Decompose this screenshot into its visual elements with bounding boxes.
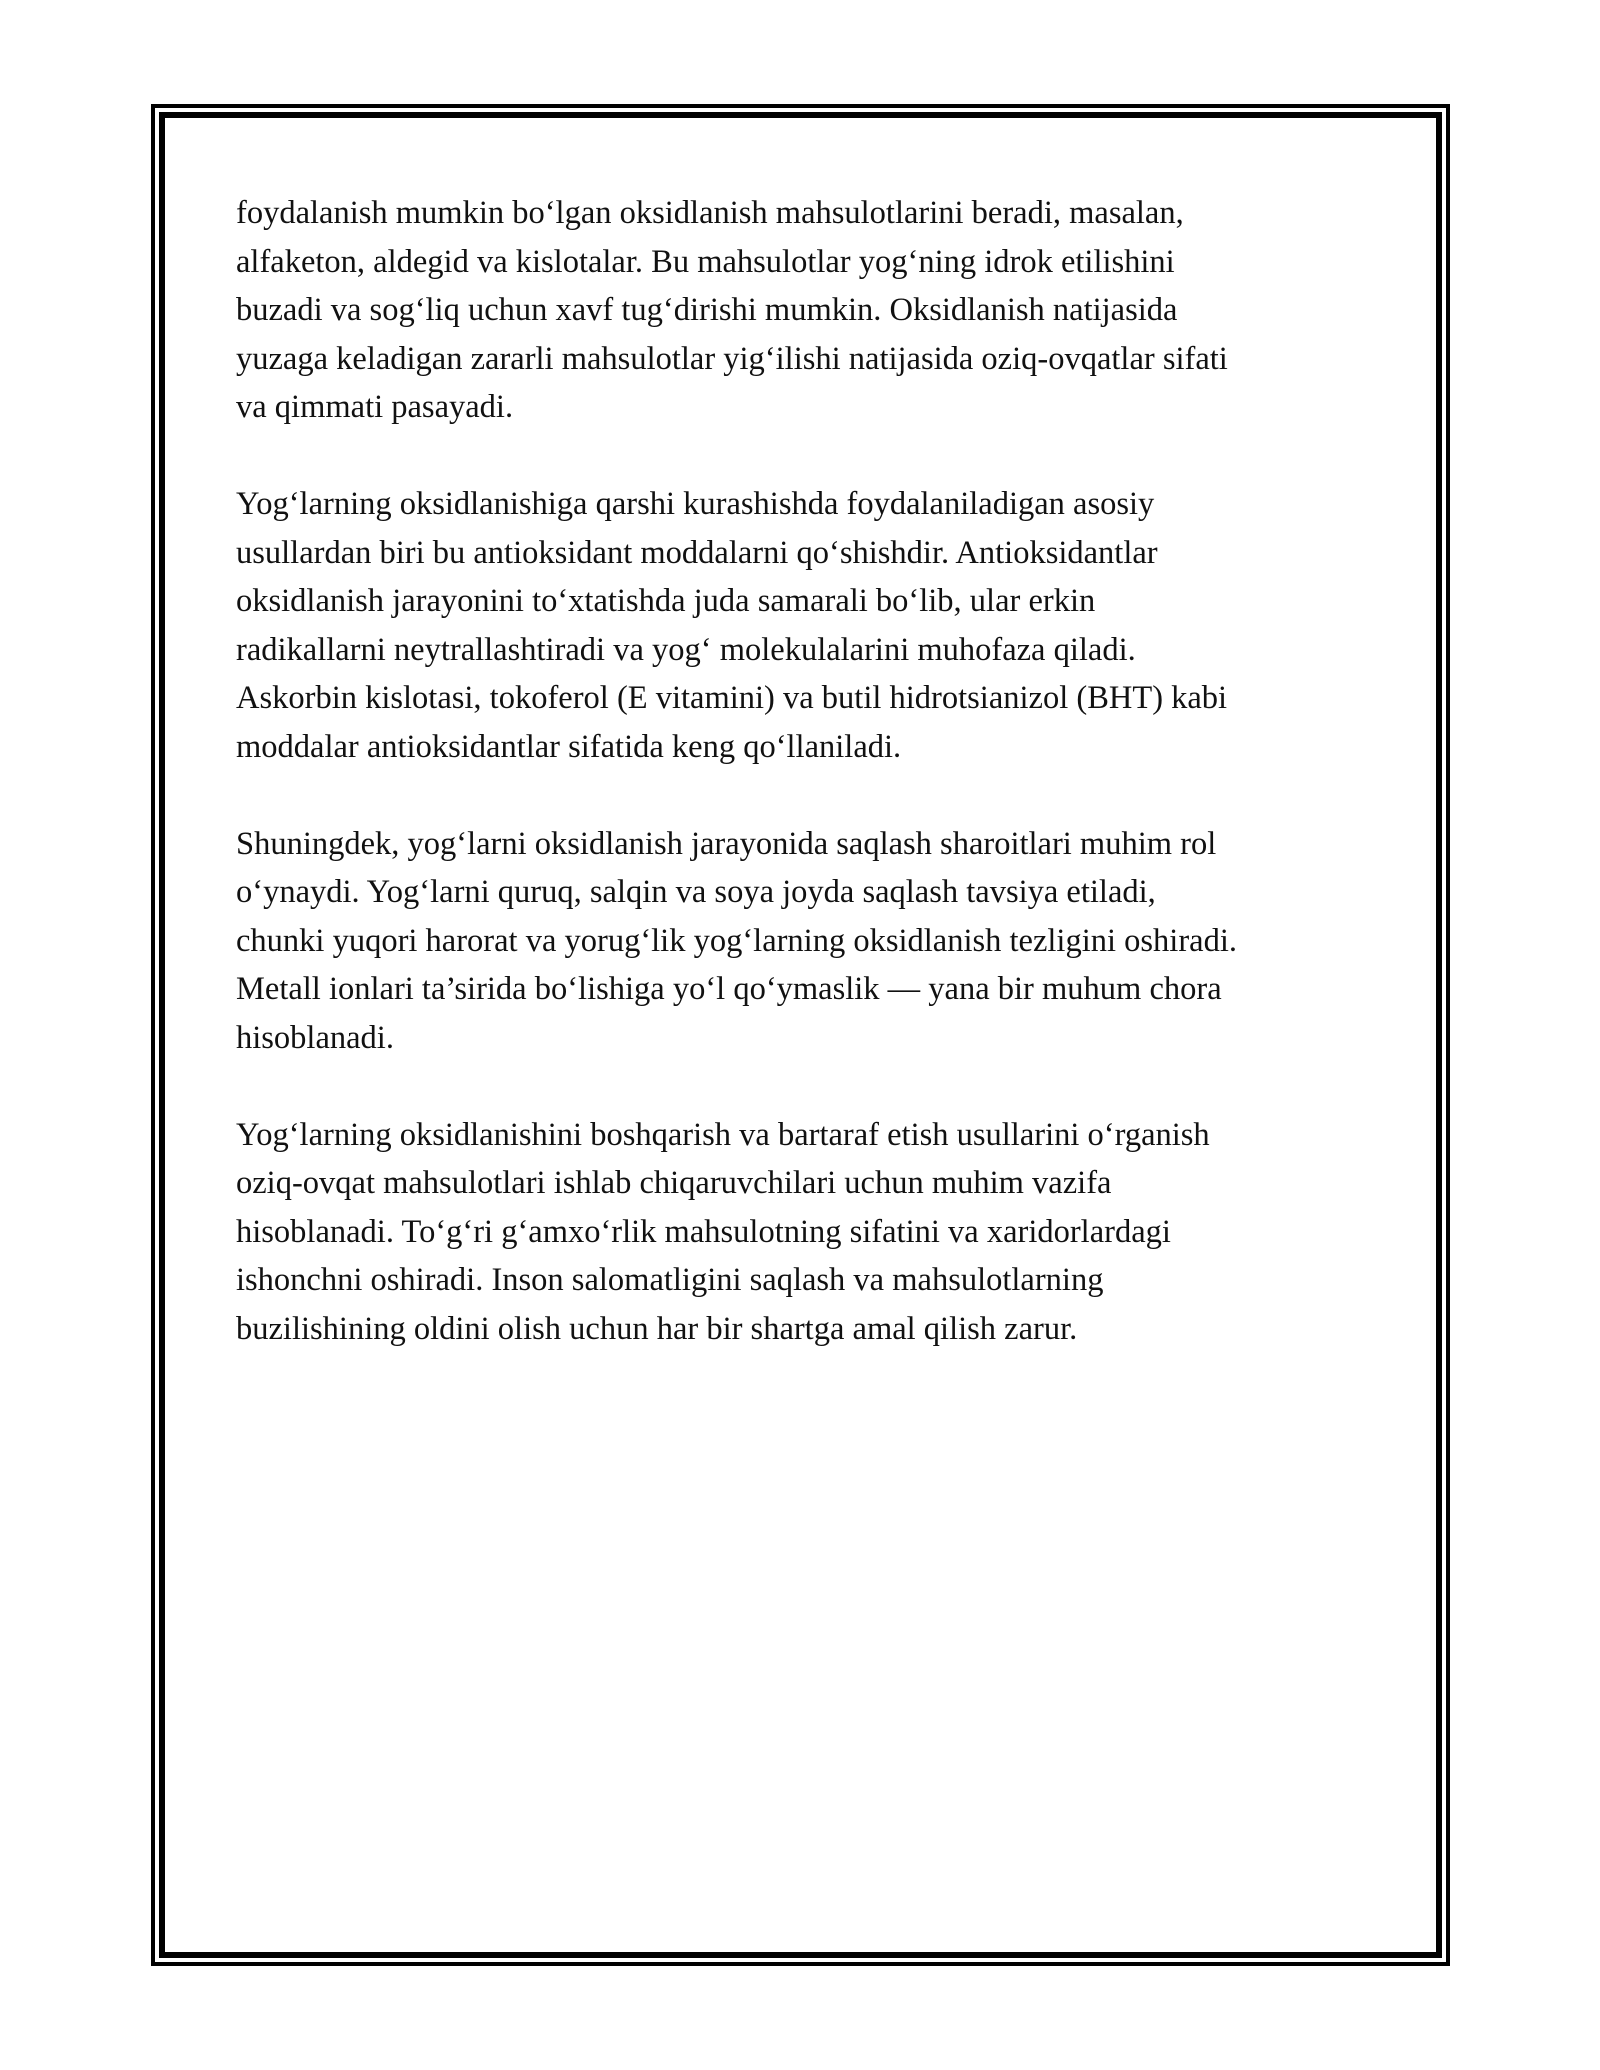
text-line: oziq-ovqat mahsulotlari ishlab chiqaruvchilari uchun muhim vazifa [236, 1165, 1112, 1202]
text-line: moddalar antioksidantlar sifatida keng qo‘llaniladi. [236, 728, 902, 765]
paragraph-3 [236, 820, 1381, 1063]
text-line: alfaketon, aldegid va kislotalar. Bu mahsulotlar yog‘ning idrok etilishini [236, 243, 1175, 280]
text-line: radikallarni neytrallashtiradi va yog‘ molekulalarini muhofaza qiladi. [236, 631, 1136, 668]
text-line: hisoblanadi. To‘g‘ri g‘amxo‘rlik mahsulotning sifatini va xaridorlardagi [236, 1213, 1171, 1250]
paragraph-4 [236, 1111, 1381, 1354]
text-line: oksidlanish jarayonini to‘xtatishda juda samarali bo‘lib, ular erkin [236, 583, 1096, 620]
paragraph-1 [236, 189, 1381, 432]
text-line: foydalanish mumkin bo‘lgan oksidlanish mahsulotlarini beradi, masalan, [236, 195, 1184, 231]
text-line: va qimmati pasayadi. [236, 389, 514, 426]
text-line: Yog‘larning oksidlanishini boshqarish va bartaraf etish usullarini o‘rganish [236, 1116, 1210, 1153]
paragraph-2 [236, 480, 1381, 772]
text-line: Yog‘larning oksidlanishiga qarshi kurashishda foydalaniladigan asosiy [236, 485, 1155, 522]
text-line: hisoblanadi. [236, 1019, 394, 1056]
text-line: buzadi va sog‘liq uchun xavf tug‘dirishi mumkin. Oksidlanish natijasida [236, 292, 1178, 329]
text-line: usullardan biri bu antioksidant moddalarni qo‘shishdir. Antioksidantlar [236, 534, 1158, 571]
text-line: buzilishining oldini olish uchun har bir shartga amal qilish zarur. [236, 1310, 1078, 1347]
text-line: ishonchni oshiradi. Inson salomatligini saqlash va mahsulotlarning [236, 1262, 1104, 1299]
text-line: Askorbin kislotasi, tokoferol (E vitamini) va butil hidrotsianizol (BHT) kabi [236, 680, 1228, 717]
document-body [236, 189, 1381, 1401]
text-line: Metall ionlari ta’sirida bo‘lishiga yo‘l qo‘ymaslik — yana bir muhum chora [236, 971, 1222, 1008]
text-line: o‘ynaydi. Yog‘larni quruq, salqin va soya joyda saqlash tavsiya etiladi, [236, 874, 1156, 911]
text-line: chunki yuqori harorat va yorug‘lik yog‘larning oksidlanish tezligini oshiradi. [236, 922, 1237, 959]
text-line: yuzaga keladigan zararli mahsulotlar yig‘ilishi natijasida oziq-ovqatlar sifati [236, 340, 1228, 377]
text-line: Shuningdek, yog‘larni oksidlanish jarayonida saqlash sharoitlari muhim rol [236, 825, 1217, 862]
